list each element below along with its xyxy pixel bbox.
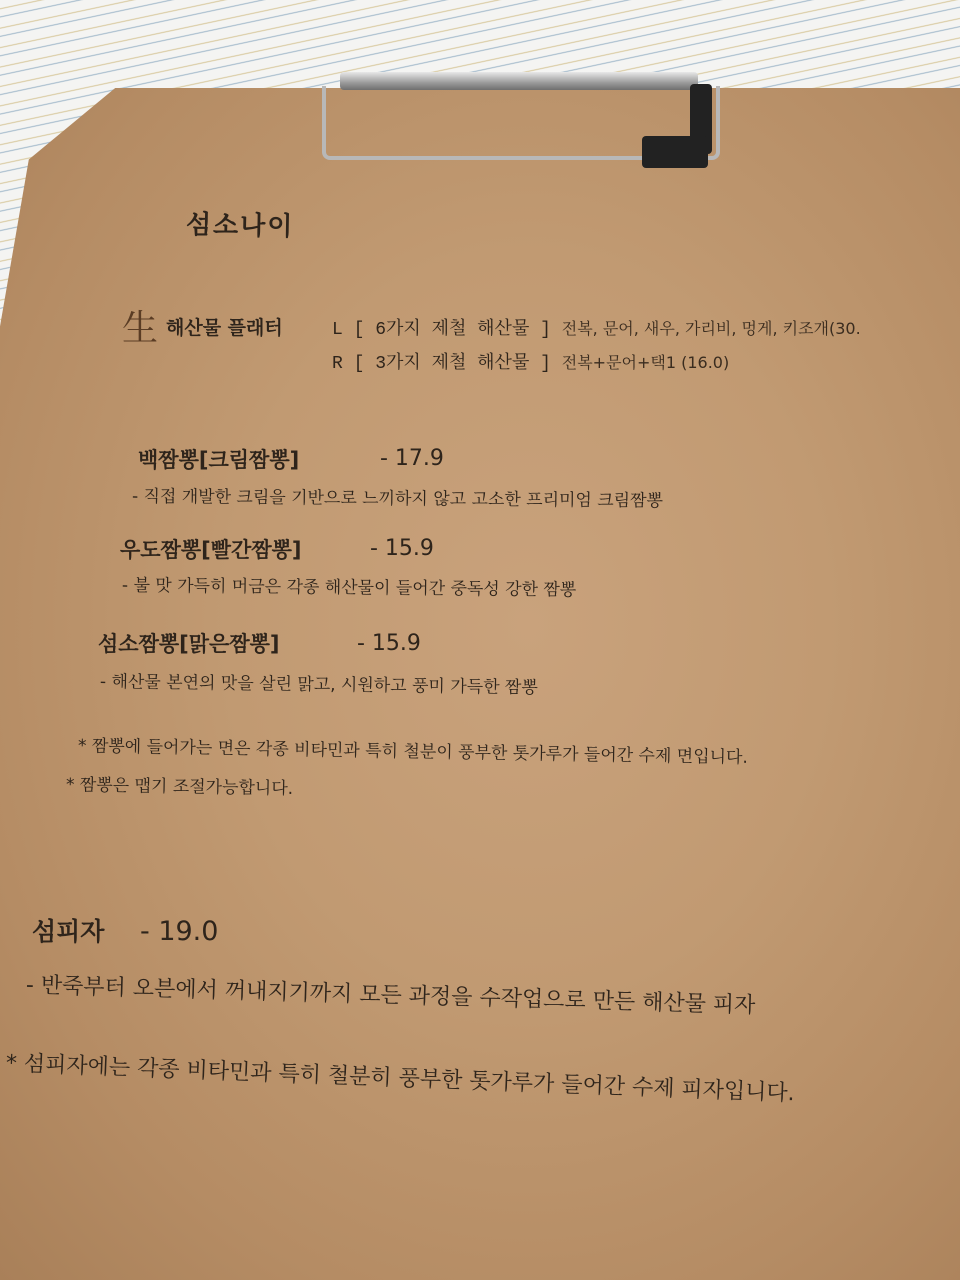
platter-regular-note: 전복+문어+택1 (16.0) <box>561 353 730 372</box>
platter-large-label: L [ 6가지 제철 해산물 ] <box>332 320 551 340</box>
menu-item-desc: - 직접 개발한 크림을 기반으로 느끼하지 않고 고소한 프리미엄 크림짬뽕 <box>131 486 664 512</box>
pizza-note: * 섬피자에는 각종 비타민과 특히 철분히 풍부한 톳가루가 들어간 수제 피자입니다. <box>5 1051 796 1107</box>
menu-item-name: 백짬뽕[크림짬뽕] <box>138 448 300 472</box>
pizza-desc: - 반죽부터 오븐에서 꺼내지기까지 모든 과정을 수작업으로 만든 해산물 피자 <box>25 973 756 1019</box>
menu-item-price: - 17.9 <box>380 446 444 471</box>
platter-regular-label: R [ 3가지 제철 해산물 ] <box>332 354 551 374</box>
clipboard-cap <box>642 136 708 168</box>
platter-large-option <box>332 314 861 340</box>
pizza-name: 섬피자 <box>32 917 105 946</box>
spicy-note: * 짬뽕은 맵기 조절가능합니다. <box>65 775 294 799</box>
menu-item-desc: - 해산물 본연의 맛을 살린 맑고, 시원하고 풍미 가득한 짬뽕 <box>99 671 538 699</box>
menu-item-price: - 15.9 <box>357 631 421 656</box>
platter-title: 해산물 플래터 <box>166 317 283 339</box>
platter-regular-option <box>332 348 729 374</box>
menu-item-desc: - 불 맛 가득히 머금은 각종 해산물이 들어간 중독성 강한 짬뽕 <box>121 575 577 601</box>
platter-large-note: 전복, 문어, 새우, 가리비, 멍게, 키조개(30. <box>561 319 861 338</box>
platter-mark: 生 <box>122 308 159 349</box>
noodle-note: * 짬뽕에 들어가는 면은 각종 비타민과 특히 철분이 풍부한 톳가루가 들어간 수제 면입니다. <box>77 736 749 768</box>
restaurant-name: 섬소나이 <box>185 210 295 242</box>
menu-item-price: - 15.9 <box>370 536 434 561</box>
menu-item-name: 섬소짬뽕[맑은짬뽕] <box>98 632 280 656</box>
pizza-price: - 19.0 <box>140 916 219 947</box>
menu-item-name: 우도짬뽕[빨간짬뽕] <box>120 538 302 562</box>
